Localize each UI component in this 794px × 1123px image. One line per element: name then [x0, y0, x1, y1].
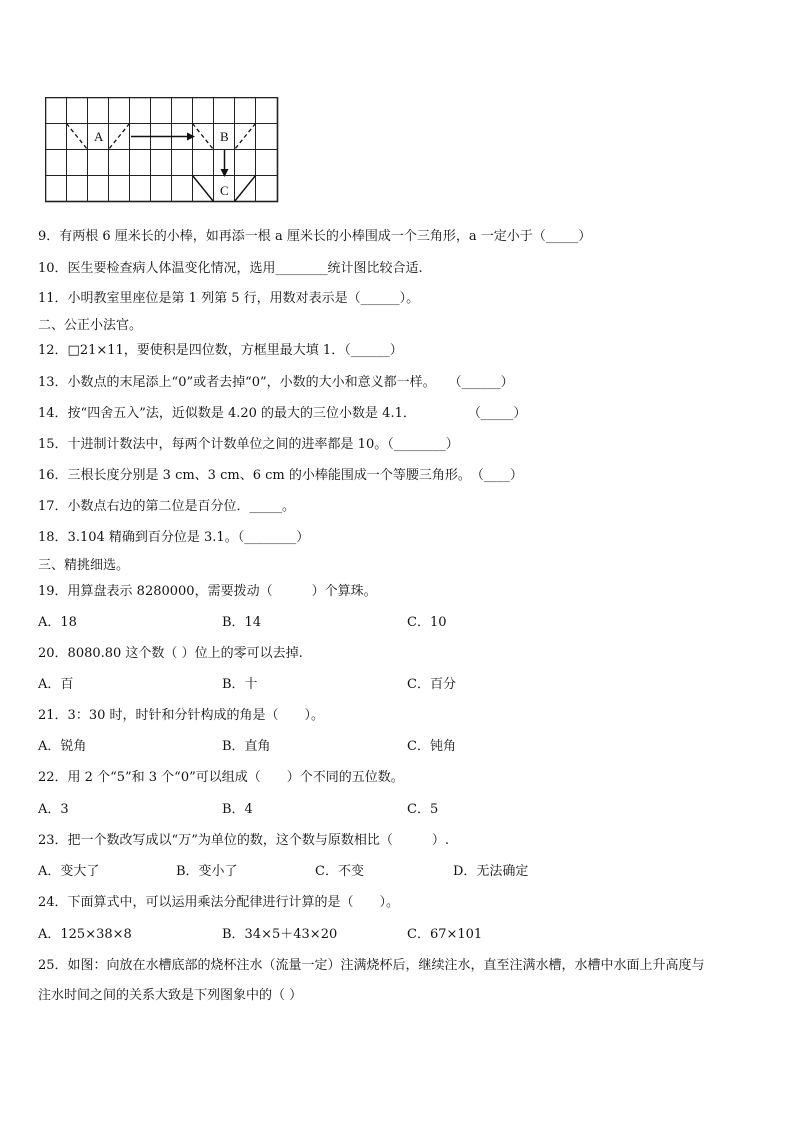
question-10: 10．医生要检查病人体温变化情况，选用________统计图比较合适.: [38, 261, 423, 276]
q22-option-b[interactable]: B．4: [222, 802, 253, 817]
q20-option-a[interactable]: A．百: [38, 677, 74, 692]
q23-option-c[interactable]: C．不变: [315, 864, 364, 879]
question-18: 18．3.104 精确到百分位是 3.1。（________）: [38, 530, 310, 545]
q23-option-b[interactable]: B．变小了: [176, 864, 238, 879]
question-14: 14．按“四舍五入”法，近似数是 4.20 的最大的三位小数是 4.1． （_____）: [38, 406, 527, 421]
question-24: 24．下面算式中，可以运用乘法分配律进行计算的是（ ）。: [38, 895, 400, 910]
question-21: 21．3：30 时，时针和分针构成的角是（ ）。: [38, 708, 324, 723]
q20-option-b[interactable]: B．十: [222, 677, 258, 692]
question-16: 16．三根长度分别是 3 cm、3 cm、6 cm 的小棒能围成一个等腰三角形。 （____）: [38, 468, 523, 483]
q19-option-a[interactable]: A．18: [38, 615, 77, 630]
q24-option-c[interactable]: C．67×101: [407, 927, 483, 942]
q24-option-b[interactable]: B．34×5＋43×20: [222, 927, 338, 942]
question-22: 22．用 2 个“5”和 3 个“0”可以组成（ ）个不同的五位数。: [38, 770, 404, 785]
question-19: 19．用算盘表示 8280000，需要拨动（ ）个算珠。: [38, 584, 377, 599]
question-25-line-1: 25．如图：向放在水槽底部的烧杯注水（流量一定）注满烧杯后，继续注水，直至注满水槽，水槽中水面上升高度与: [38, 958, 705, 973]
q22-option-a[interactable]: A．3: [38, 802, 69, 817]
down-arrow: [221, 150, 229, 177]
question-13: 13．小数点的末尾添上“0”或者去掉“0”，小数的大小和意义都一样。 （______）: [38, 375, 514, 390]
q21-option-b[interactable]: B．直角: [222, 739, 271, 754]
q19-option-c[interactable]: C．10: [407, 615, 447, 630]
section-3-heading: 三、精挑细选。: [38, 558, 130, 573]
q23-option-d[interactable]: D．无法确定: [453, 864, 529, 879]
q19-option-b[interactable]: B．14: [222, 615, 262, 630]
question-23: 23．把一个数改写成以“万”为单位的数，这个数与原数相比（ ）.: [38, 833, 449, 848]
q20-option-c[interactable]: C．百分: [407, 677, 456, 692]
q22-option-c[interactable]: C．5: [407, 802, 439, 817]
translation-grid-figure: [45, 97, 281, 203]
question-9: 9．有两根 6 厘米长的小棒，如再添一根 a 厘米长的小棒围成一个三角形，a 一定小于（_____）: [38, 229, 592, 244]
shape-a-label: A: [94, 129, 104, 144]
q21-option-a[interactable]: A．锐角: [38, 739, 87, 754]
grid-lines: [46, 98, 278, 202]
shape-b-label: B: [220, 129, 229, 144]
question-17: 17．小数点右边的第二位是百分位．_____。: [38, 499, 296, 514]
q23-option-a[interactable]: A．变大了: [38, 864, 100, 879]
question-15: 15．十进制计数法中，每两个计数单位之间的进率都是 10。（________）: [38, 437, 459, 452]
question-20: 20．8080.80 这个数（ ）位上的零可以去掉.: [38, 646, 303, 661]
question-11: 11．小明教室里座位是第 1 列第 5 行，用数对表示是（______）。: [38, 291, 420, 306]
q21-option-c[interactable]: C．钝角: [407, 739, 456, 754]
section-2-heading: 二、公正小法官。: [38, 318, 143, 333]
q24-option-a[interactable]: A．125×38×8: [38, 927, 132, 942]
question-25-line-2: 注水时间之间的关系大致是下列图象中的（ ）: [38, 988, 303, 1003]
shape-c-label: C: [220, 183, 229, 198]
question-12: 12．□21×11，要使积是四位数，方框里最大填 1．（______）: [38, 343, 403, 358]
right-arrow: [131, 133, 195, 141]
